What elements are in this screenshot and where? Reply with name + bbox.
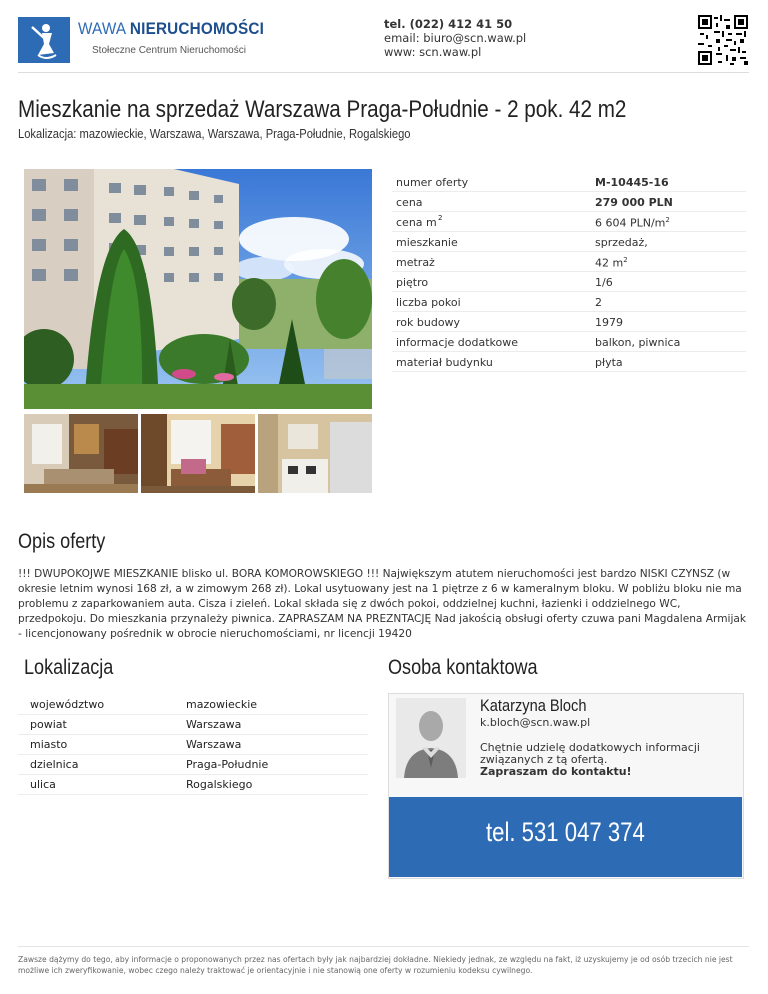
spec-value (595, 196, 673, 209)
agent-message-text: Chętnie udzielę dodatkowych informacji związanych z tą ofertą. (480, 741, 700, 766)
location-label: ulica (30, 778, 56, 791)
location-label: powiat (30, 718, 67, 731)
spec-value-text: 1/6 (595, 276, 613, 289)
spec-row (392, 331, 746, 352)
offer-location: Lokalizacja: mazowieckie, Warszawa, Warszawa, Praga-Południe, Rogalskiego (18, 126, 411, 141)
location-heading: Lokalizacja (24, 656, 114, 679)
spec-value (595, 336, 680, 349)
spec-value (595, 296, 602, 309)
photo-thumbnail-living-room[interactable] (24, 414, 138, 493)
spec-value (595, 216, 670, 230)
qr-code (698, 15, 748, 65)
spec-label-superscript: 2 (438, 214, 443, 222)
spec-row (392, 291, 746, 312)
spec-value-text: 279 000 PLN (595, 196, 673, 209)
spec-row (392, 211, 746, 232)
location-value: Warszawa (186, 718, 242, 731)
spec-value (595, 276, 613, 289)
location-label: województwo (30, 698, 105, 711)
spec-value-text: 1979 (595, 316, 623, 329)
agent-message (480, 742, 730, 778)
location-value: Rogalskiego (186, 778, 253, 791)
brand-name: WAWA NIERUCHOMOŚCI (78, 19, 265, 38)
spec-value-text: 42 m (595, 256, 624, 270)
location-label: dzielnica (30, 758, 79, 771)
location-row (18, 694, 368, 715)
company-logo (18, 17, 70, 63)
header-divider (18, 72, 749, 73)
spec-value-text: balkon, piwnica (595, 336, 681, 349)
spec-label: piętro (396, 276, 429, 289)
spec-row (392, 231, 746, 252)
spec-value (595, 356, 623, 369)
spec-label: informacje dodatkowe (396, 336, 519, 349)
location-value: mazowieckie (186, 698, 258, 711)
main-photo[interactable] (24, 169, 372, 409)
description-heading: Opis oferty (18, 530, 106, 553)
contact-heading: Osoba kontaktowa (388, 656, 538, 679)
spec-value-text: płyta (595, 356, 623, 369)
spec-row (392, 351, 746, 372)
agent-message-cta: Zapraszam do kontaktu! (480, 765, 632, 778)
footer-disclaimer: Zawsze dążymy do tego, aby informacje o proponowanych przez nas ofertach były jak najbardziej dokładne. Niekiedy jednak, ze względu na fakt, iż uzyskujemy je od osób trzecich nie jest możliwe ich zweryfikowanie, wobec czego należy traktować je orientacyjnie i nie stanowią one oferty w rozumieniu kodeksu cywilnego. (18, 955, 733, 975)
spec-row (392, 311, 746, 332)
spec-row (392, 191, 746, 212)
spec-value-text: 2 (595, 296, 602, 309)
spec-label: materiał budynku (396, 356, 493, 369)
spec-label: cena m (396, 216, 437, 229)
photo-thumbnail-bedroom[interactable] (141, 414, 255, 493)
photo-thumbnail-kitchen[interactable] (258, 414, 372, 493)
spec-value-text: 6 604 PLN/m (595, 216, 666, 230)
spec-label: numer oferty (396, 176, 469, 189)
location-value: Warszawa (186, 738, 242, 751)
spec-value (595, 256, 628, 270)
location-row (18, 714, 368, 735)
spec-value (595, 316, 623, 329)
spec-label: mieszkanie (396, 236, 458, 249)
location-row (18, 774, 368, 795)
location-value: Praga-Południe (186, 758, 269, 771)
spec-value (595, 236, 648, 249)
spec-value-text: M-10445-16 (595, 176, 669, 189)
footer-divider (18, 946, 749, 947)
spec-label: rok budowy (396, 316, 461, 329)
agent-phone[interactable]: tel. 531 047 374 (486, 817, 645, 847)
office-www: www: scn.waw.pl (384, 45, 482, 59)
agent-avatar (396, 698, 466, 778)
spec-label: cena (396, 196, 423, 209)
brand-subtitle: Stołeczne Centrum Nieruchomości (92, 45, 246, 56)
spec-value-superscript: 2 (665, 216, 670, 224)
offer-title: Mieszkanie na sprzedaż Warszawa Praga-Południe - 2 pok. 42 m2 (18, 96, 627, 123)
location-row (18, 754, 368, 775)
spec-row (392, 171, 746, 192)
spec-label: liczba pokoi (396, 296, 461, 309)
spec-row (392, 271, 746, 292)
office-email: email: biuro@scn.waw.pl (384, 31, 527, 45)
agent-name: Katarzyna Bloch (480, 696, 587, 715)
spec-value-superscript: 2 (623, 256, 628, 264)
office-phone: tel. (022) 412 41 50 (384, 17, 513, 31)
spec-value (595, 176, 669, 189)
agent-email[interactable]: k.bloch@scn.waw.pl (480, 716, 591, 729)
spec-value-text: sprzedaż, (595, 236, 648, 249)
spec-row (392, 251, 746, 272)
description-text: !!! DWUPOKOJWE MIESZKANIE blisko ul. BORA KOMOROWSKIEGO !!! Największym atutem nieruchomości jest bardzo NISKI CZYNSZ (w okresie letnim wynosi 168 zł, a w zimowym 268 zł). Lokal usytuowany jest na 1 piętrze z 6 w kameralnym bloku. W pobliżu bloku nie ma problemu z zaparkowaniem auta. Cisza i zieleń. Lokal składa się z dwóch pokoi, oddzielnej kuchni, łazienki i oddzielnego WC, przedpokoju. Do mieszkania przynależy piwnica. ZAPRASZAM NA PREZNTACJĘ Nad jakością obsługi oferty czuwa pani Magdalena Armijak - licencjonowany pośrednik w obrocie nieruchomościami, nr licencji 19420 (18, 568, 747, 640)
spec-label: metraż (396, 256, 435, 269)
location-label: miasto (30, 738, 68, 751)
location-row (18, 734, 368, 755)
